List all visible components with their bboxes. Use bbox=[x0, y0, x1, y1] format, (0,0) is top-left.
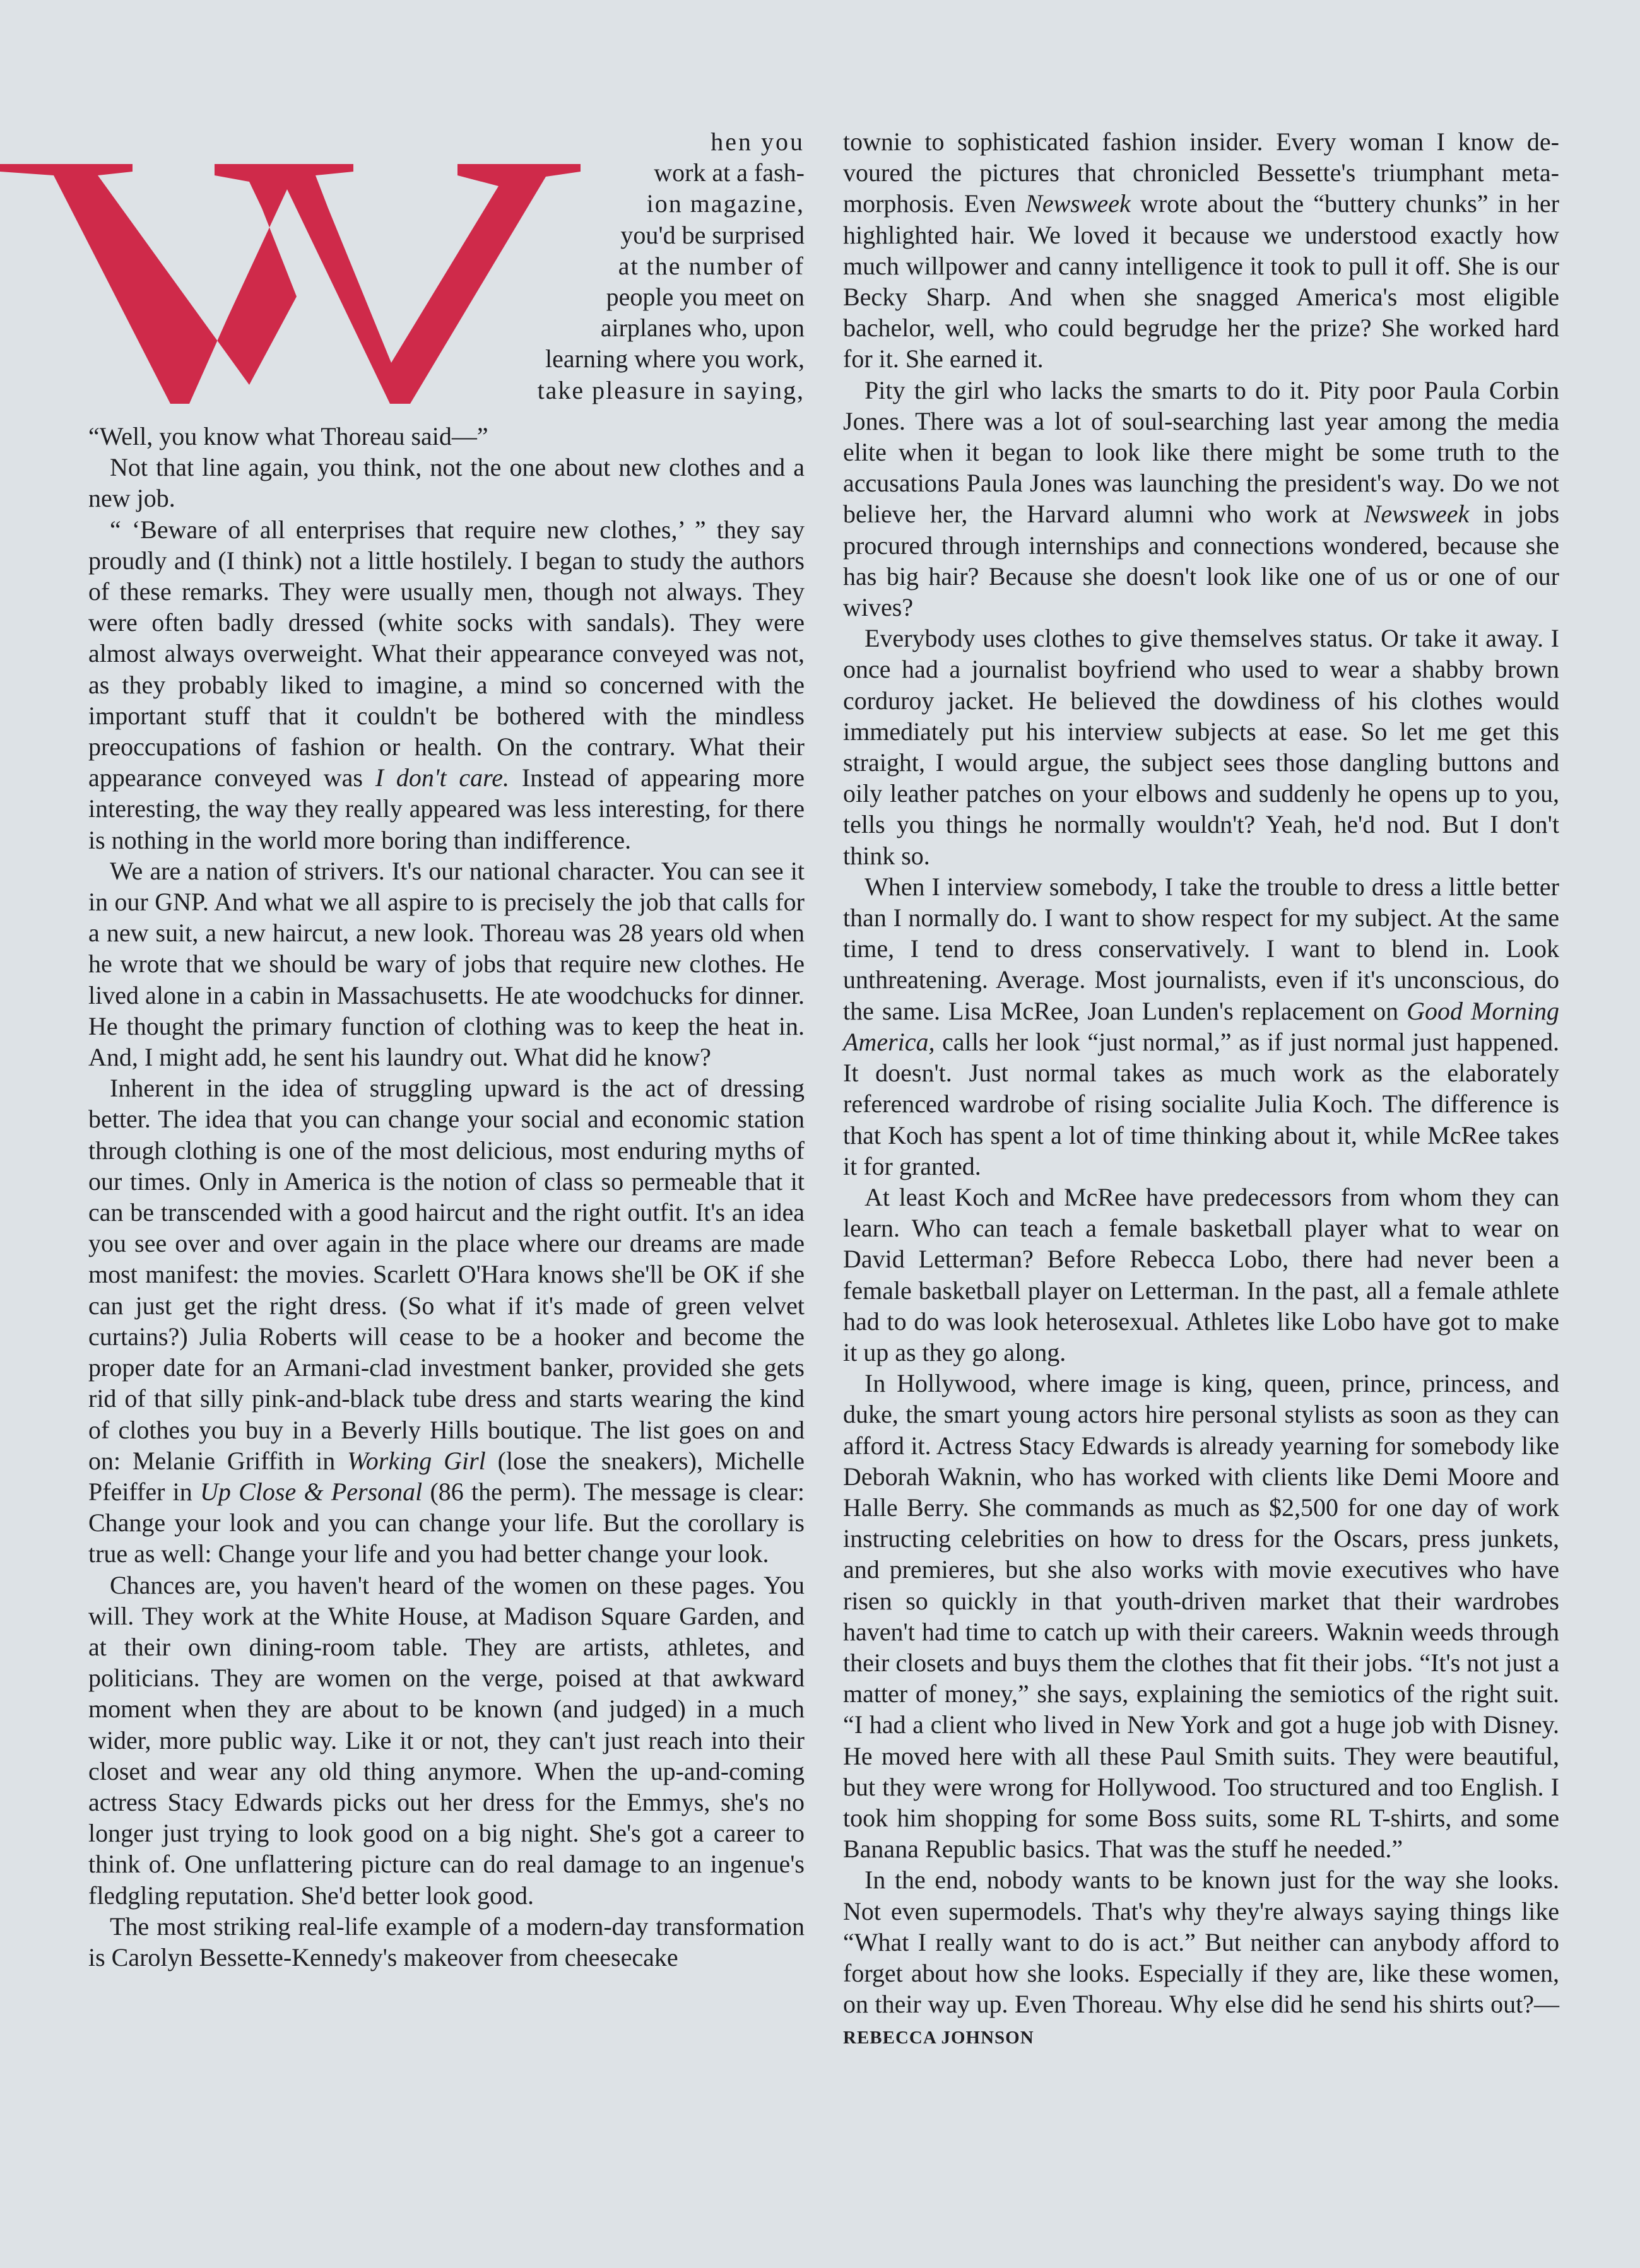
paragraph bbox=[843, 1864, 1559, 2054]
text-run: Pity the girl who lacks the smarts to do it. Pity poor Paula Corbin Jones. There was a lot of soul-searching last year among the media elite when it began to look like there might be some truth to the accusations Paula Jones was launching the president's way. Do we not believe her, the Harvard alumni who work at bbox=[843, 375, 1559, 529]
paragraph bbox=[88, 514, 805, 855]
paragraph: Everybody uses clothes to give themselves status. Or take it away. I once had a journalist boyfriend who used to wear a shabby brown corduroy jacket. He believed the dowdiness of his clothes would immediately put his interview subjects at ease. So let me get this straight, I would argue, the subject sees those dangling buttons and oily leather patches on your elbows and suddenly he opens up to you, tells you things he normally wouldn't? Yeah, he'd nod. But I don't think so. bbox=[843, 624, 1559, 870]
text-run: Inherent in the idea of struggling upward is the act of dressing better. The idea that you can change your social and economic station through clothing is one of the most delicious, most enduring myths of our times. Only in America is the notion of class so permeable that it can be transcended with a good haircut and the right outfit. It's an idea you see over and over again in the place where our dreams are made most manifest: the movies. Scarlett O'Hara knows she'll be OK if she can just get the right dress. (So what if it's made of green velvet curtains?) Julia Roberts will cease to be a hooker and become the proper date for an Armani-clad investment banker, provided she gets rid of that silly pink-and-black tube dress and starts wearing the kind of clothes you buy in a Beverly Hills boutique. The list goes on and on: Melanie Griffith in bbox=[88, 1074, 805, 1475]
italic-title: Good Morning America, bbox=[843, 996, 1560, 1056]
paragraph: The most striking real-life example of a modern-day transformation is Carolyn Bessette-Kennedy's makeover from cheesecake bbox=[88, 1912, 805, 1971]
text-run: in jobs procured through internships and connections wondered, because she has big hair? Because she doesn't look like one of us or one of our wives? bbox=[843, 500, 1560, 622]
paragraph: “Well, you know what Thoreau said—” bbox=[88, 422, 488, 450]
opening-block bbox=[88, 126, 805, 421]
paragraph: At least Koch and McRee have predecessors from whom they can learn. Who can teach a female basketball player what to wear on David Letterman? Before Rebecca Lobo, there had never been a female basketball player on Letterman. In the past, all a female athlete had to do was look heterosexual. Athletes like Lobo have got to make it up as they go along. bbox=[843, 1182, 1559, 1366]
intro-line: learning where you work, bbox=[545, 344, 805, 373]
paragraph bbox=[843, 375, 1559, 623]
intro-lines bbox=[451, 126, 805, 406]
italic-title: Working Girl bbox=[347, 1446, 486, 1475]
intro-line: hen you bbox=[711, 127, 805, 156]
italic-title: Newsweek bbox=[1025, 189, 1131, 218]
text-run: In the end, nobody wants to be known just for the way she looks. Not even supermodels. That's why they're always saying things like “What I really want to do is act.” But neither can anybody afford to forget about how she looks. Especially if they are, like these women, on their way up. Even Thoreau. Why else did he send his shirts out?— bbox=[843, 1866, 1559, 2019]
text-run: wrote about the “buttery chunks” in her highlighted hair. We loved it because we understood exactly how much willpower and canny intelligence it took to pull it off. She is our Becky Sharp. And when she snagged America's most eligible bachelor, well, who could begrudge her the prize? She worked hard for it. She earned it. bbox=[843, 189, 1560, 373]
paragraph bbox=[88, 1072, 805, 1569]
paragraph: We are a nation of strivers. It's our national character. You can see it in our GNP. And what we all aspire to is precisely the job that calls for a new suit, a new haircut, a new look. Thoreau was 28 years old when he wrote that we should be wary of jobs that require new clothes. He lived alone in a cabin in Massachusetts. He ate woodchucks for dinner. He thought the primary function of clothing was to keep the heat in. And, I might add, he sent his laundry out. What did he know? bbox=[88, 856, 805, 1072]
left-column bbox=[88, 126, 805, 1973]
paragraph: Not that line again, you think, not the one about new clothes and a new job. bbox=[88, 453, 805, 513]
paragraph bbox=[843, 126, 1559, 375]
text-run: (lose the sneakers), Michelle Pfeiffer in bbox=[88, 1446, 805, 1506]
italic-title: Newsweek bbox=[1364, 500, 1470, 529]
text-run: (86 the perm). The message is clear: Change your look and you can change your life. But the corollary is true as well: Change your life and you had better change your look. bbox=[88, 1477, 805, 1568]
text-run: When I interview somebody, I take the trouble to dress a little better than I normally do. I want to show respect for my subject. At the same time, I tend to dress conservatively. I want to blend in. Look unthreatening. Average. Most journalists, even if it's unconscious, do the same. Lisa McRee, Joan Lunden's replacement on bbox=[843, 872, 1559, 1025]
text-run: townie to sophisticated fashion insider. Every woman I know devoured the pictures that chronicled Bessette's triumphant metamorphosis. Even bbox=[843, 127, 1559, 218]
italic-title: Up Close & Personal bbox=[200, 1477, 423, 1506]
italic-phrase: I don't care. bbox=[375, 763, 510, 792]
intro-line: ion magazine, bbox=[646, 189, 805, 218]
intro-line: airplanes who, upon bbox=[600, 314, 805, 343]
intro-line: people you meet on bbox=[606, 283, 805, 312]
author-byline: REBECCA JOHNSON bbox=[843, 2028, 1034, 2048]
paragraph: In Hollywood, where image is king, queen, prince, princess, and duke, the smart young actors hire personal stylists as soon as they can afford it. Actress Stacy Edwards is already yearning for somebody like Deborah Waknin, who has worked with clients like Demi Moore and Halle Berry. She commands as much as $2,500 for one day of work instructing celebrities on how to dress for the Oscars, press junkets, and premieres, but she also works with movie executives who have risen so quickly in that youth-driven market that their wardrobes haven't had time to catch up with their careers. Waknin weeds through their closets and buys them the clothes that fit their jobs. “It's not just a matter of money,” she says, explaining the semiotics of the right suit. “I had a client who lived in New York and got a huge job with Disney. He moved here with all these Paul Smith suits. They were beautiful, but they were wrong for Hollywood. Too structured and too English. I took him shopping for some Boss suits, some RL T-shirts, and some Banana Republic basics. That was the stuff he needed.” bbox=[843, 1369, 1559, 1864]
intro-line: you'd be surprised bbox=[620, 220, 805, 249]
paragraph bbox=[843, 871, 1559, 1182]
text-run: calls her look “just normal,” as if just normal just happened. It doesn't. Just normal takes as much work as the elaborately referenced wardrobe of rising socialite Julia Koch. The difference is that Koch has spent a lot of time thinking about it, while McRee takes it for granted. bbox=[843, 1027, 1559, 1180]
text-run: “ ‘Beware of all enterprises that require new clothes,’ ” they say proudly and (I think) not a little hostilely. I began to study the authors of these remarks. They were usually men, though not always. They were often badly dressed (white socks with sandals). They were almost always overweight. What their appearance conveyed was not, as they probably liked to imagine, a mind so concerned with the important stuff that it couldn't be bothered with the mindless preoccupations of fashion or health. On the contrary. What their appearance conveyed was bbox=[88, 515, 805, 792]
right-column bbox=[843, 126, 1559, 2054]
text-run: Instead of appearing more interesting, the way they really appeared was less interesting, for there is nothing in the world more boring than indifference. bbox=[88, 763, 805, 854]
intro-line: take pleasure in saying, bbox=[537, 375, 805, 404]
intro-line: work at a fash- bbox=[654, 158, 805, 187]
paragraph: Chances are, you haven't heard of the women on these pages. You will. They work at the White House, at Madison Square Garden, and at their own dining-room table. They are artists, athletes, and politicians. They are women on the verge, poised at that awkward moment when they are about to be known (and judged) in a much wider, more public way. Like it or not, they can't just reach into their closet and wear any old thing anymore. When the up-and-coming actress Stacy Edwards picks out her dress for the Emmys, she's no longer just trying to look good on a big night. She's got a career to think of. One unflattering picture can do real damage to an ingenue's fledgling reputation. She'd better look good. bbox=[88, 1570, 805, 1910]
intro-line: at the number of bbox=[618, 251, 805, 280]
